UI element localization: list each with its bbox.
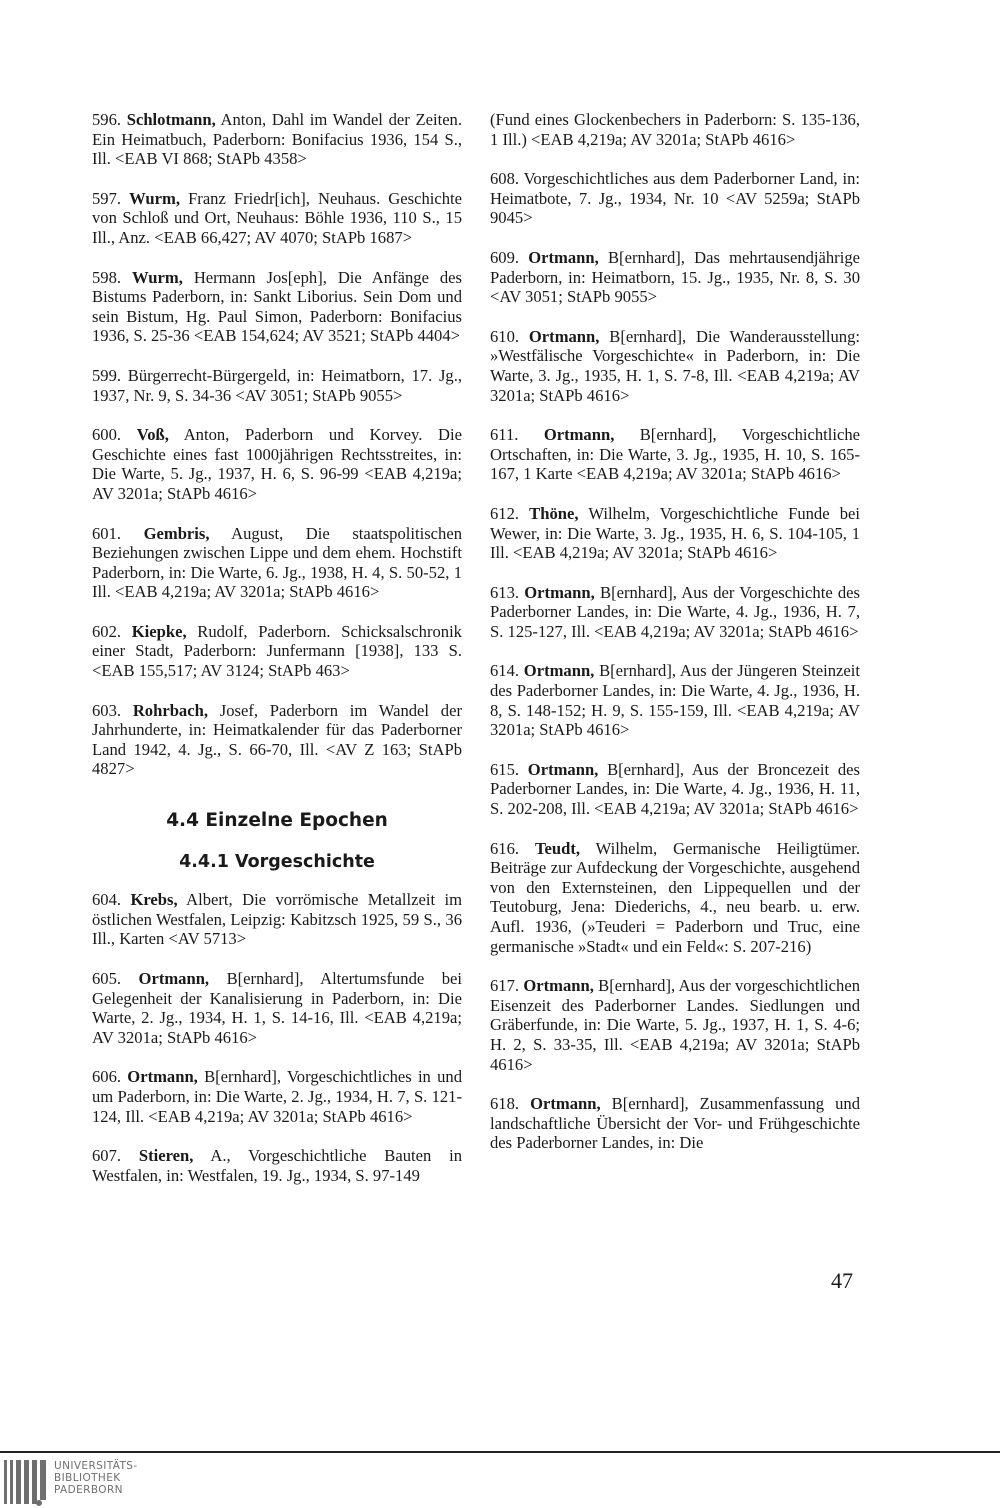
bibliography-entry — [92, 969, 462, 1047]
library-logo — [0, 1454, 240, 1508]
entry-author: Rohrbach, — [132, 700, 208, 720]
entry-text: Wilhelm, Germanische Heiligtümer. Beiträge zur Aufdeckung der Vorgeschichte, ausgehend von den Externsteinen, den Lippequellen und der Teutoburg, Jena: Diederichs, 4., neu bearb. u. erw. Aufl. 1936, (»Teuderi = Paderborn und Truc, eine germanische »Stadt« und ein Feld«: S. 207-216) — [490, 838, 860, 956]
entry-text: B[ernhard], Die Wanderausstellung: »Westfälische Vorgeschichte« in Paderborn, in: Die Warte, 3. Jg., 1935, H. 1, S. 7-8, Ill. <EAB 4,219a; AV 3201a; StAPb 4616> — [490, 326, 860, 405]
entry-text: (Fund eines Glockenbechers in Paderborn: S. 135-136, 1 Ill.) <EAB 4,219a; AV 3201a; StAPb 4616> — [490, 110, 860, 149]
entry-number: 607. — [92, 1146, 122, 1166]
entry-number: 600. — [92, 425, 122, 445]
bibliography-entry — [92, 1146, 462, 1185]
entry-text: B[ernhard], Aus der Jüngeren Steinzeit des Paderborner Landes, in: Die Warte, 4. Jg., 1936, H. 8, S. 148-152; H. 9, S. 155-159, Ill. <EAB 4,219a; AV 3201a; StAPb 4616> — [490, 661, 860, 740]
left-column — [92, 110, 462, 1205]
entry-author: Thöne, — [529, 503, 579, 523]
bibliography-entry — [490, 760, 860, 819]
entry-text: Anton, Dahl im Wandel der Zeiten. Ein Heimatbuch, Paderborn: Bonifacius 1936, 154 S., Ill. <EAB VI 868; StAPb 4358> — [92, 110, 463, 169]
library-logo-dot-icon — [36, 1500, 42, 1506]
entry-author: Ortmann, — [543, 425, 615, 445]
entry-author: Wurm, — [132, 267, 183, 287]
entry-author: Ortmann, — [528, 247, 599, 267]
bibliography-entry — [92, 268, 462, 346]
library-name-line: UNIVERSITÄTS- — [54, 1460, 138, 1472]
library-name — [54, 1460, 138, 1496]
bibliography-entry — [92, 110, 462, 169]
entry-number: 616. — [490, 838, 520, 858]
bibliography-entry — [490, 110, 860, 149]
entry-text: Rudolf, Paderborn. Schicksalschronik einer Stadt, Paderborn: Junfermann [1938], 133 S. <EAB 155,517; AV 3124; StAPb 463> — [92, 621, 462, 681]
entry-author: Wurm, — [129, 188, 180, 208]
bibliography-entry — [92, 1067, 462, 1126]
entry-number: 611. — [490, 425, 519, 445]
bibliography-entry — [490, 425, 860, 484]
bibliography-entry — [490, 504, 860, 563]
footer-rule — [0, 1451, 1000, 1453]
entry-number: 606. — [92, 1067, 122, 1087]
entry-number: 601. — [92, 523, 122, 543]
entry-author: Stieren, — [138, 1146, 194, 1166]
bibliography-entry — [490, 327, 860, 405]
left-entry-list-2 — [92, 890, 462, 1185]
entry-author: Ortmann, — [527, 759, 599, 779]
entry-number: 597. — [92, 188, 122, 208]
entry-number: 604. — [92, 890, 122, 910]
entry-author: Kiepke, — [131, 621, 187, 641]
entry-number: 615. — [490, 759, 520, 779]
entry-text: B[ernhard], Zusammenfassung und landschaftliche Übersicht der Vor- und Frühgeschichte des Paderborner Landes, in: Die — [490, 1094, 861, 1153]
entry-author: Ortmann, — [127, 1067, 198, 1087]
entry-number: 605. — [92, 969, 122, 988]
entry-author: Ortmann, — [524, 582, 595, 602]
entry-author: Ortmann, — [523, 661, 595, 681]
bibliography-entry — [92, 622, 462, 681]
entry-text: Anton, Paderborn und Korvey. Die Geschichte eines fast 1000jährigen Rechtsstreites, in: Die Warte, 5. Jg., 1937, H. 6, S. 96-99 <EAB 4,219a; AV 3201a; StAPb 4616> — [92, 425, 462, 503]
bibliography-entry — [92, 701, 462, 779]
bibliography-entry — [92, 189, 462, 248]
entry-author: Ortmann, — [530, 1094, 601, 1114]
entry-text: B[ernhard], Aus der Vorgeschichte des Paderborner Landes, in: Die Warte, 4. Jg., 1936, H. 7, S. 125-127, Ill. <EAB 4,219a; AV 3201a; StAPb 4616> — [490, 582, 861, 641]
subsection-heading: 4.4.1 Vorgeschichte — [179, 851, 375, 872]
entry-text: B[ernhard], Vorgeschichtliches in und um Paderborn, in: Die Warte, 2. Jg., 1934, H. 7, S. 121-124, Ill. <EAB 4,219a; AV 3201a; StAPb 4616> — [92, 1067, 462, 1126]
entry-text: B[ernhard], Altertumsfunde bei Gelegenheit der Kanalisierung in Paderborn, in: Die Warte, 2. Jg., 1934, H. 1, S. 14-16, Ill. <EAB 4,219a; AV 3201a; StAPb 4616> — [92, 969, 463, 1047]
entry-number: 610. — [490, 326, 520, 346]
entry-number: 602. — [92, 621, 122, 641]
right-column — [490, 110, 860, 1173]
bibliography-entry — [490, 583, 860, 642]
entry-number: 603. — [92, 700, 122, 720]
entry-text: Josef, Paderborn im Wandel der Jahrhunderte, in: Heimatkalender für das Paderborner Land 1942, 4. Jg., S. 66-70, Ill. <AV Z 163; StAPb 4827> — [92, 700, 462, 779]
bibliography-entry — [490, 169, 860, 228]
entry-author: Schlotmann, — [126, 110, 216, 129]
entry-text: Franz Friedr[ich], Neuhaus. Geschichte von Schloß und Ort, Neuhaus: Böhle 1936, 110 S., 15 Ill., Anz. <EAB 66,427; AV 4070; StAPb 1687> — [92, 188, 462, 247]
library-logo-bars-icon — [4, 1460, 48, 1504]
bibliography-entry — [490, 976, 860, 1074]
entry-number: 612. — [490, 503, 520, 523]
entry-number: 613. — [490, 582, 520, 602]
entry-author: Ortmann, — [523, 976, 594, 996]
entry-text: Wilhelm, Vorgeschichtliche Funde bei Wewer, in: Die Warte, 3. Jg., 1935, H. 6, S. 104-105, 1 Ill. <EAB 4,219a; AV 3201a; StAPb 4616> — [490, 503, 860, 563]
entry-text: B[ernhard], Das mehrtausendjährige Paderborn, in: Heimatborn, 15. Jg., 1935, Nr. 8, S. 30 <AV 3051; StAPb 9055> — [490, 247, 860, 307]
entry-text: B[ernhard], Aus der vorgeschichtlichen Eisenzeit des Paderborner Landes. Siedlungen und Gräberfunde, in: Die Warte, 5. Jg., 1937, H. 1, S. 4-6; H. 2, S. 33-35, Ill. <EAB 4,219a; AV 3201a; StAPb 4616> — [490, 976, 860, 1074]
entry-author: Ortmann, — [528, 326, 600, 346]
entry-number: 617. — [490, 976, 520, 996]
bibliography-entry — [92, 366, 462, 405]
bibliography-entry — [490, 248, 860, 307]
entry-number: 609. — [490, 247, 520, 267]
entry-author: Krebs, — [130, 890, 178, 910]
page-number: 47 — [831, 1268, 853, 1293]
library-name-line: BIBLIOTHEK — [54, 1472, 121, 1484]
entry-author: Gembris, — [143, 523, 210, 543]
entry-number: 596. — [92, 110, 122, 129]
entry-number: 598. — [92, 267, 122, 287]
bibliography-entry — [92, 425, 462, 503]
bibliography-entry — [92, 524, 462, 602]
bibliography-entry — [490, 661, 860, 739]
bibliography-entry — [92, 890, 462, 949]
entry-author: Ortmann, — [138, 969, 210, 988]
entry-text: Hermann Jos[eph], Die Anfänge des Bistums Paderborn, in: Sankt Liborius. Sein Dom und sein Bistum, Hg. Paul Simon, Paderborn: Bonifacius 1936, S. 25-36 <EAB 154,624; AV 3521; StAPb 4404> — [92, 267, 462, 346]
entry-author: Teudt, — [534, 838, 581, 858]
entry-text: Vorgeschichtliches aus dem Paderborner Land, in: Heimatbote, 7. Jg., 1934, Nr. 10 <AV 5259a; StAPb 9045> — [490, 169, 860, 228]
entry-text: B[ernhard], Aus der Broncezeit des Paderborner Landes, in: Die Warte, 4. Jg., 1936, H. 11, S. 202-208, Ill. <EAB 4,219a; AV 3201a; StAPb 4616> — [490, 759, 860, 819]
entry-number: 618. — [490, 1094, 520, 1114]
entry-number: 608. — [490, 169, 520, 189]
bibliography-entry — [490, 1094, 860, 1153]
entry-number: 599. — [92, 365, 122, 385]
entry-text: August, Die staatspolitischen Beziehungen zwischen Lippe und dem ehem. Hochstift Paderborn, in: Die Warte, 6. Jg., 1938, H. 4, S. 50-52, 1 Ill. <EAB 4,219a; AV 3201a; StAPb 4616> — [92, 523, 462, 602]
entry-author: Voß, — [136, 425, 169, 445]
entry-number: 614. — [490, 661, 520, 681]
entry-text: Bürgerrecht-Bürgergeld, in: Heimatborn, 17. Jg., 1937, Nr. 9, S. 34-36 <AV 3051; StAPb 9055> — [92, 365, 462, 405]
entry-text: Albert, Die vorrömische Metallzeit im östlichen Westfalen, Leipzig: Kabitzsch 1925, 59 S., 36 Ill., Karten <AV 5713> — [92, 890, 462, 949]
entry-text: B[ernhard], Vorgeschichtliche Ortschaften, in: Die Warte, 3. Jg., 1935, H. 10, S. 165-167, 1 Karte <EAB 4,219a; AV 3201a; StAPb 4616> — [490, 425, 860, 484]
right-entry-list — [490, 110, 860, 1153]
library-name-line: PADERBORN — [54, 1484, 123, 1496]
bibliography-entry — [490, 839, 860, 957]
section-heading: 4.4 Einzelne Epochen — [166, 810, 388, 832]
entry-text: A., Vorgeschichtliche Bauten in Westfalen, in: Westfalen, 19. Jg., 1934, S. 97-149 — [92, 1146, 462, 1185]
left-entry-list — [92, 110, 462, 779]
